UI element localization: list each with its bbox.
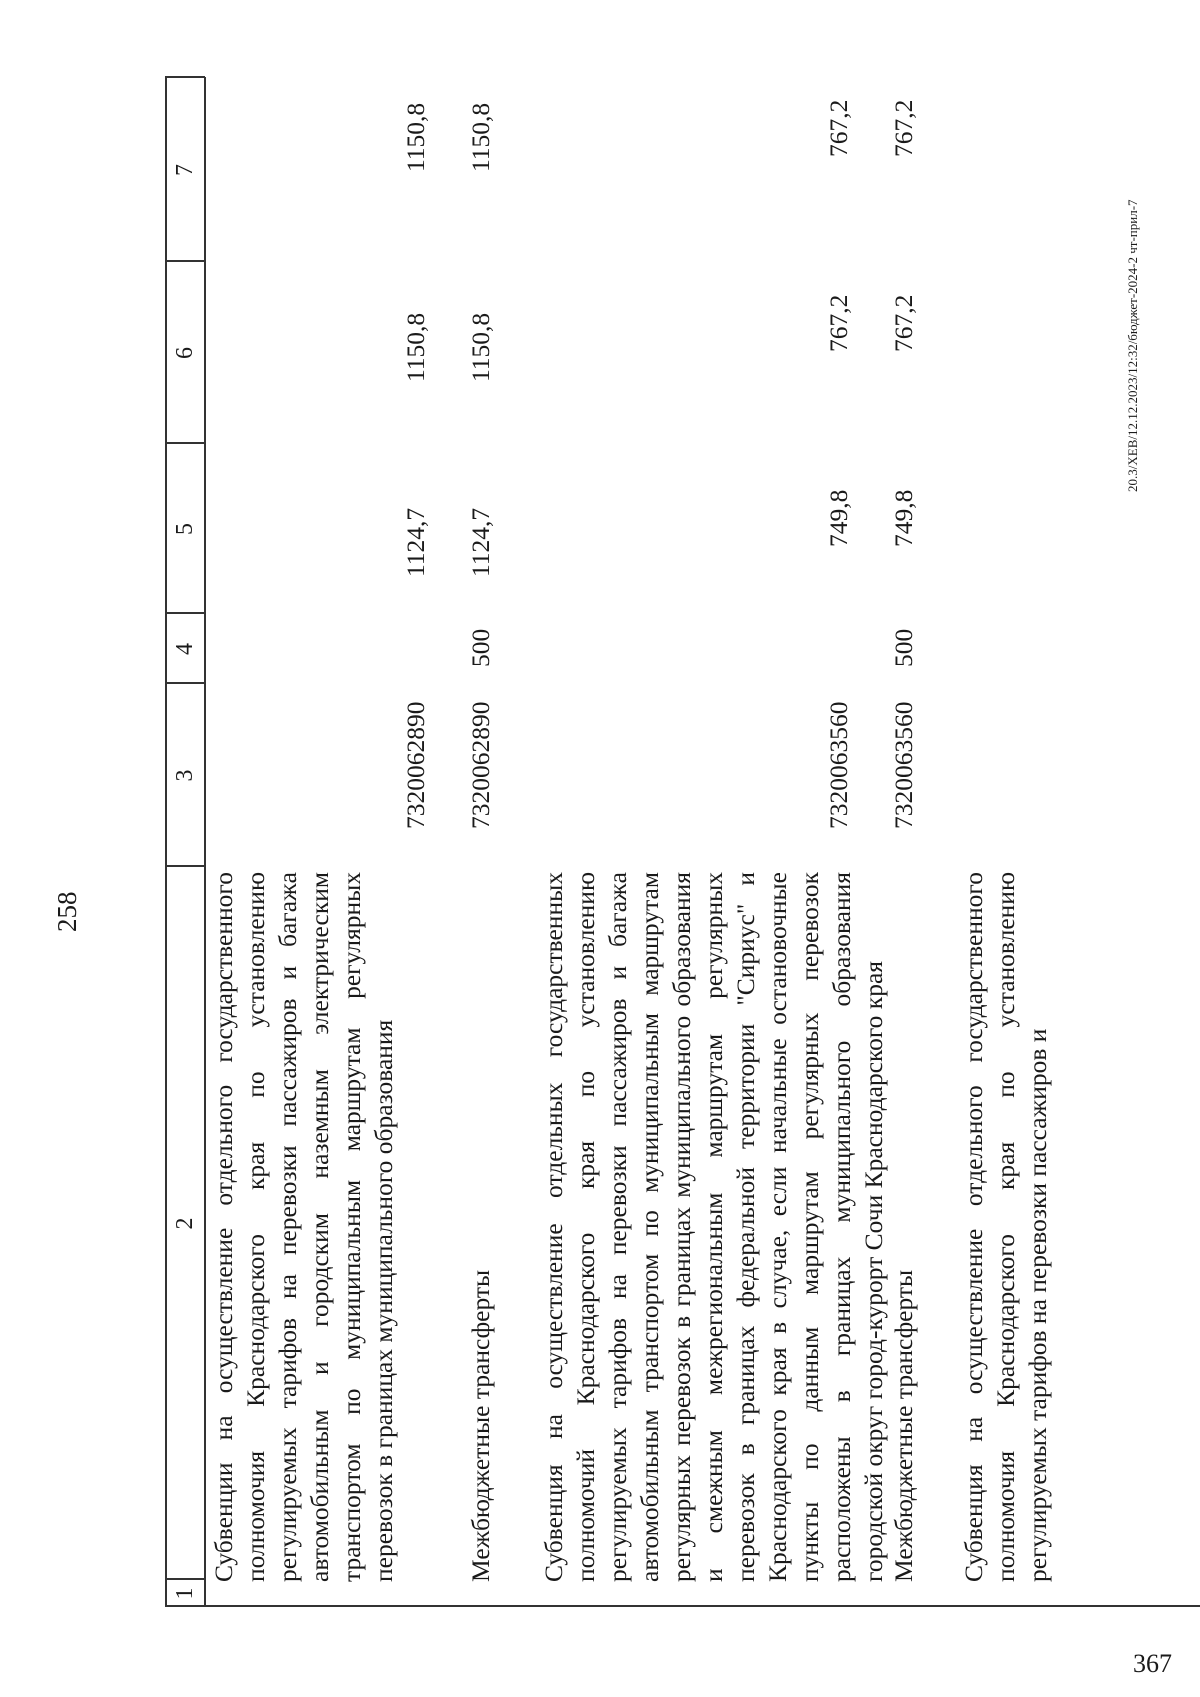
row-4-value-7: 767,2: [889, 99, 918, 157]
row-1-code: 7320062890: [401, 701, 430, 829]
sheet-number: 367: [1133, 1649, 1172, 1678]
row-4-type: 500: [889, 628, 918, 667]
column-header-2: 2: [172, 1217, 198, 1230]
column-header-1: 1: [172, 1587, 198, 1600]
row-2-code: 7320062890: [466, 701, 495, 829]
row-5-name: Субвенция на осуществление отдельного государственного полномочия Краснодарского края по установлению регулируемых тарифов на перевозки пассажиров и: [959, 872, 1052, 1582]
table-top-border: [165, 77, 167, 1607]
row-1-value-5: 1124,7: [401, 507, 430, 577]
row-2-name: Межбюджетные трансферты: [466, 1269, 495, 1582]
row-3-code: 7320063560: [824, 701, 853, 829]
row-4-name: Межбюджетные трансферты: [889, 1269, 918, 1582]
row-2-value-6: 1150,8: [466, 312, 495, 382]
row-2-value-5: 1124,7: [466, 507, 495, 577]
column-header-6: 6: [172, 347, 198, 359]
page-number: 258: [52, 891, 82, 932]
row-2-type: 500: [466, 628, 495, 667]
row-4-value-5: 749,8: [889, 489, 918, 547]
row-4-value-6: 767,2: [889, 294, 918, 352]
document-stamp: 20.3/ХЕВ/12.12.2023/12:32/бюджет-2024-2 чт-прил-7: [1125, 199, 1140, 492]
row-2-value-7: 1150,8: [466, 102, 495, 172]
row-3-value-6: 767,2: [824, 294, 853, 352]
row-1-value-6: 1150,8: [401, 312, 430, 382]
row-3-value-5: 749,8: [824, 489, 853, 547]
column-header-7: 7: [172, 164, 198, 176]
row-1-value-7: 1150,8: [401, 102, 430, 172]
row-1-name: Субвенции на осуществление отдельного государственного полномочия Краснодарского края по установлению регулируемых тарифов на перевозки пассажиров и багажа автомобильным и городским наземным электрическим транспортом по муниципальным маршрутам регулярных перевозок в границах муниципального образования: [209, 872, 398, 1582]
column-header-3: 3: [172, 769, 198, 782]
column-header-5: 5: [172, 523, 198, 535]
table-header-bottom-border: [204, 77, 206, 1607]
row-3-value-7: 767,2: [824, 99, 853, 157]
row-4-code: 7320063560: [889, 701, 918, 829]
table-left-border: [165, 1606, 1200, 1608]
column-header-4: 4: [172, 643, 198, 655]
row-3-name: Субвенция на осуществление отдельных государственных полномочий Краснодарского края по установлению регулируемых тарифов на перевозки пассажиров и багажа автомобильным транспортом по муниципальным маршрутам регулярных перевозок в границах муниципального образования и смежным межрегиональным маршрутам регулярных перевозок в границах федеральной территории "Сириус" и Краснодарского края в случае, если начальные остановочные пункты по данным маршрутам регулярных перевозок расположены в границах муниципального образования городской округ город-курорт Сочи Краснодарского края: [539, 872, 888, 1582]
